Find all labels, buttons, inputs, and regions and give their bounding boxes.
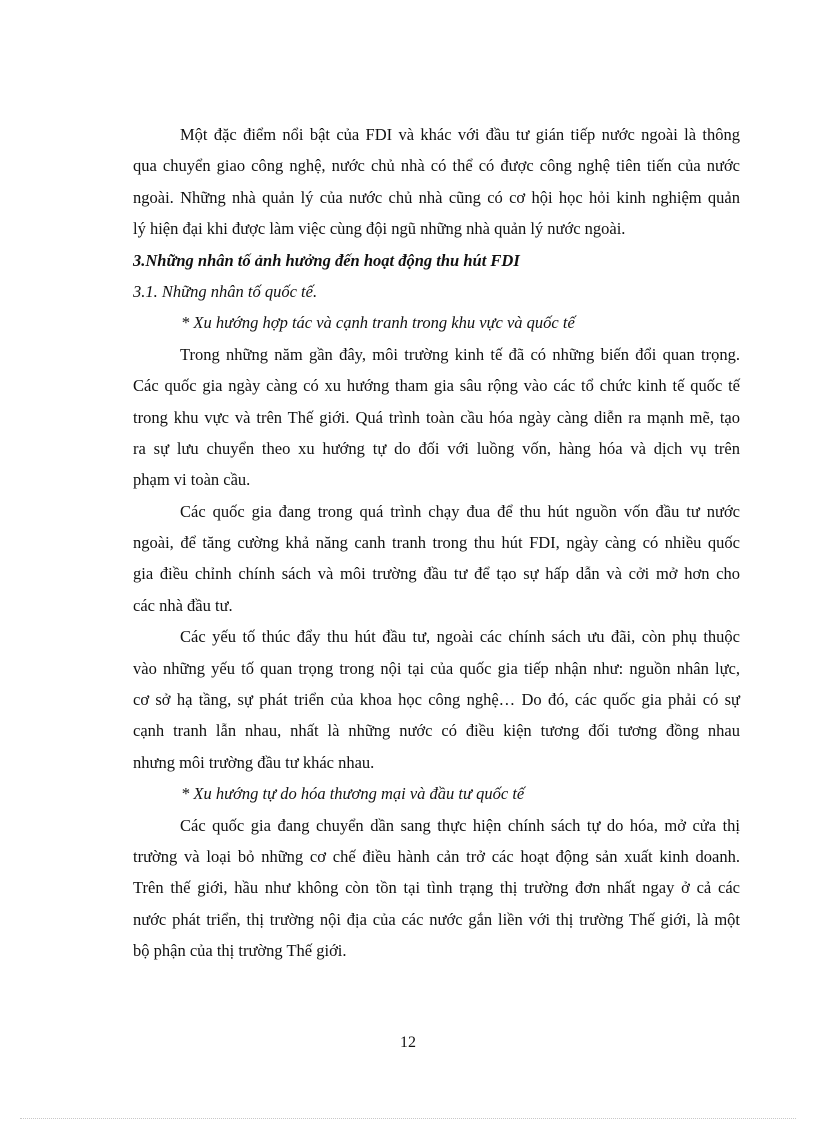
text-line: ra sự lưu chuyển theo xu hướng tự do đối với luồng vốn, hàng hóa và dịch vụ trên (133, 438, 740, 458)
text-line: gia điều chỉnh chính sách và môi trường đầu tư để tạo sự hấp dẫn và cởi mở hơn cho (133, 564, 740, 584)
text-line: vào những yếu tố quan trọng trong nội tại của quốc gia tiếp nhận như: nguồn nhân lực, (133, 658, 740, 678)
paragraph-liberalization (133, 810, 740, 967)
page-number: 12 (400, 1034, 416, 1051)
text-line: Các quốc gia đang chuyển dần sang thực hiện chính sách tự do hóa, mở cửa thị (180, 815, 740, 835)
text-line: Các yếu tố thúc đẩy thu hút đầu tư, ngoài các chính sách ưu đãi, còn phụ thuộc (180, 627, 740, 647)
paragraph-investment-factors (133, 621, 740, 778)
text-line: qua chuyển giao công nghệ, nước chủ nhà có thể có được công nghệ tiên tiến của nước (133, 156, 740, 176)
text-line: Trong những năm gần đây, môi trường kinh tế đã có những biến đổi quan trọng. (180, 344, 740, 364)
section-heading: 3.Những nhân tố ảnh hưởng đến hoạt động thu hút FDI (133, 250, 520, 270)
text-line: cạnh tranh lẫn nhau, nhất là những nước có điều kiện tương đối tương đồng nhau (133, 721, 740, 741)
text-line: ngoài. Những nhà quản lý của nước chủ nhà cũng có cơ hội học hỏi kinh nghiệm quản (133, 187, 740, 207)
paragraph-economic-environment (133, 339, 740, 496)
text-line: trường và loại bỏ những cơ chế điều hành cản trở các hoạt động sản xuất kinh doanh. (133, 846, 740, 866)
text-line: nước phát triển, thị trường nội địa của các nước gắn liền với thị trường Thế giới, là một (133, 909, 740, 929)
subheading-cooperation-competition: * Xu hướng hợp tác và cạnh tranh trong khu vực và quốc tế (181, 313, 575, 333)
text-line: Các quốc gia đang trong quá trình chạy đua để thu hút nguồn vốn đầu tư nước (180, 501, 740, 521)
paragraph-race-for-capital (133, 496, 740, 622)
text-line: cơ sở hạ tầng, sự phát triển của khoa học công nghệ… Do đó, các quốc gia phải có sự (133, 690, 740, 710)
paragraph-fdi-technology (133, 119, 740, 245)
page-bottom-divider (20, 1118, 796, 1119)
document-body (133, 119, 740, 967)
text-line: Trên thế giới, hầu như không còn tồn tại tình trạng thị trường đơn nhất ngay ở cả các (133, 878, 740, 898)
text-line: ngoài, để tăng cường khả năng canh tranh trong thu hút FDI, ngày càng có nhiều quốc (133, 533, 740, 553)
subsection-heading: 3.1. Những nhân tố quốc tế. (133, 281, 318, 301)
text-line: bộ phận của thị trường Thế giới. (133, 941, 347, 961)
text-line: Một đặc điểm nổi bật của FDI và khác với đầu tư gián tiếp nước ngoài là thông (180, 125, 740, 144)
text-line: nhưng môi trường đầu tư khác nhau. (133, 752, 375, 772)
text-line: lý hiện đại khi được làm việc cùng đội ngũ những nhà quản lý nước ngoài. (133, 219, 626, 239)
subheading-trade-liberalization: * Xu hướng tự do hóa thương mại và đầu tư quốc tế (181, 784, 525, 804)
text-line: các nhà đầu tư. (133, 595, 233, 615)
text-line: Các quốc gia ngày càng có xu hướng tham gia sâu rộng vào các tổ chức kinh tế quốc tế (133, 376, 740, 396)
text-line: trong khu vực và trên Thế giới. Quá trình toàn cầu hóa ngày càng diễn ra mạnh mẽ, tạo (133, 407, 740, 427)
text-line: phạm vi toàn cầu. (133, 470, 251, 490)
